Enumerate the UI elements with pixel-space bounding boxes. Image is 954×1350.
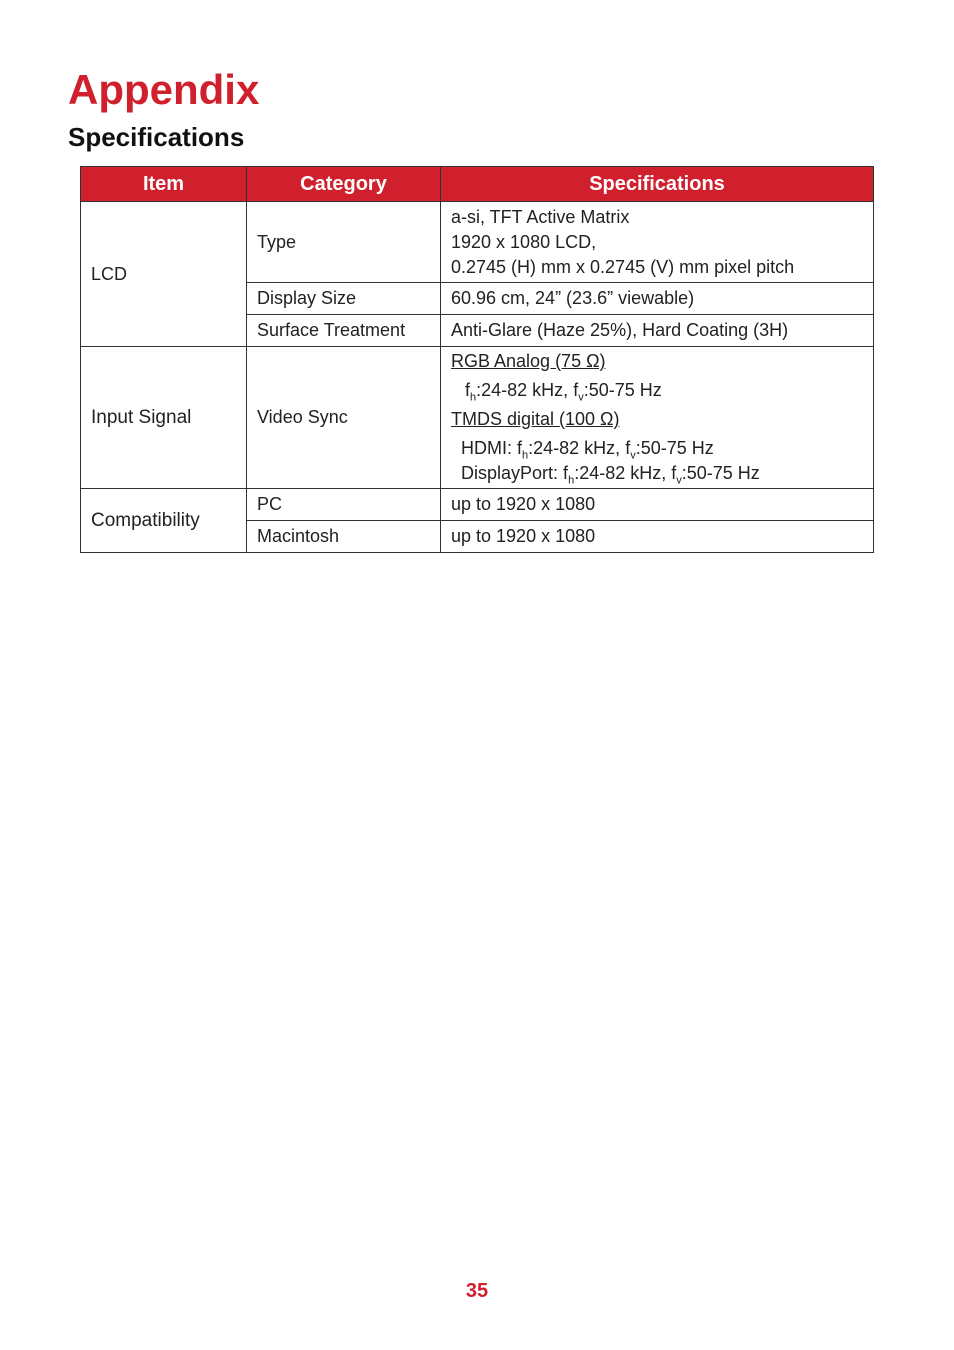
spec-cell: 60.96 cm, 24” (23.6” viewable) — [441, 283, 874, 315]
item-label: Input Signal — [91, 407, 192, 428]
category-cell: Type — [247, 202, 441, 283]
header-item: Item — [81, 167, 247, 202]
spec-cell: up to 1920 x 1080 — [441, 489, 874, 521]
rgb-analog-title: RGB Analog (75 Ω) — [451, 351, 606, 371]
tmds-digital-title: TMDS digital (100 Ω) — [451, 409, 620, 429]
page-number: 35 — [465, 1280, 489, 1302]
spec-line: a-si, TFT Active Matrix — [451, 206, 630, 227]
spec-cell: Anti-Glare (Haze 25%), Hard Coating (3H) — [441, 315, 874, 347]
specifications-table — [80, 166, 874, 553]
spec-line: 1920 x 1080 LCD, — [451, 231, 597, 252]
category-cell: PC — [247, 489, 441, 521]
header-specifications: Specifications — [441, 167, 874, 202]
table-header-row — [81, 167, 874, 202]
page-title: Appendix — [68, 66, 260, 113]
table-row — [81, 202, 874, 283]
category-cell: Display Size — [247, 283, 441, 315]
item-label: LCD — [91, 263, 128, 284]
table-row — [81, 347, 874, 489]
header-category: Category — [247, 167, 441, 202]
spec-cell: up to 1920 x 1080 — [441, 521, 874, 553]
rgb-frequency-line: $f_h:24-82$ kHz, $f_v:50-75$ Hz — [465, 380, 662, 404]
item-cell-input-signal — [81, 347, 247, 489]
item-cell-compatibility — [81, 489, 247, 553]
table-row — [81, 489, 874, 521]
category-cell: Surface Treatment — [247, 315, 441, 347]
category-cell: Macintosh — [247, 521, 441, 553]
spec-line: 0.2745 (H) mm x 0.2745 (V) mm pixel pitch — [451, 256, 795, 277]
spec-cell — [441, 347, 874, 489]
category-cell: Video Sync — [247, 347, 441, 489]
item-cell-lcd — [81, 202, 247, 347]
hdmi-frequency-line: HDMI: $f_h:24-82$ kHz, $f_v:50-75$ Hz — [461, 438, 714, 462]
displayport-frequency-line: DisplayPort: $f_h:24-82$ kHz, $f_v:50-75$ Hz — [461, 463, 760, 487]
section-title: Specifications — [68, 122, 245, 152]
spec-cell — [441, 202, 874, 283]
item-label: Compatibility — [91, 510, 200, 531]
